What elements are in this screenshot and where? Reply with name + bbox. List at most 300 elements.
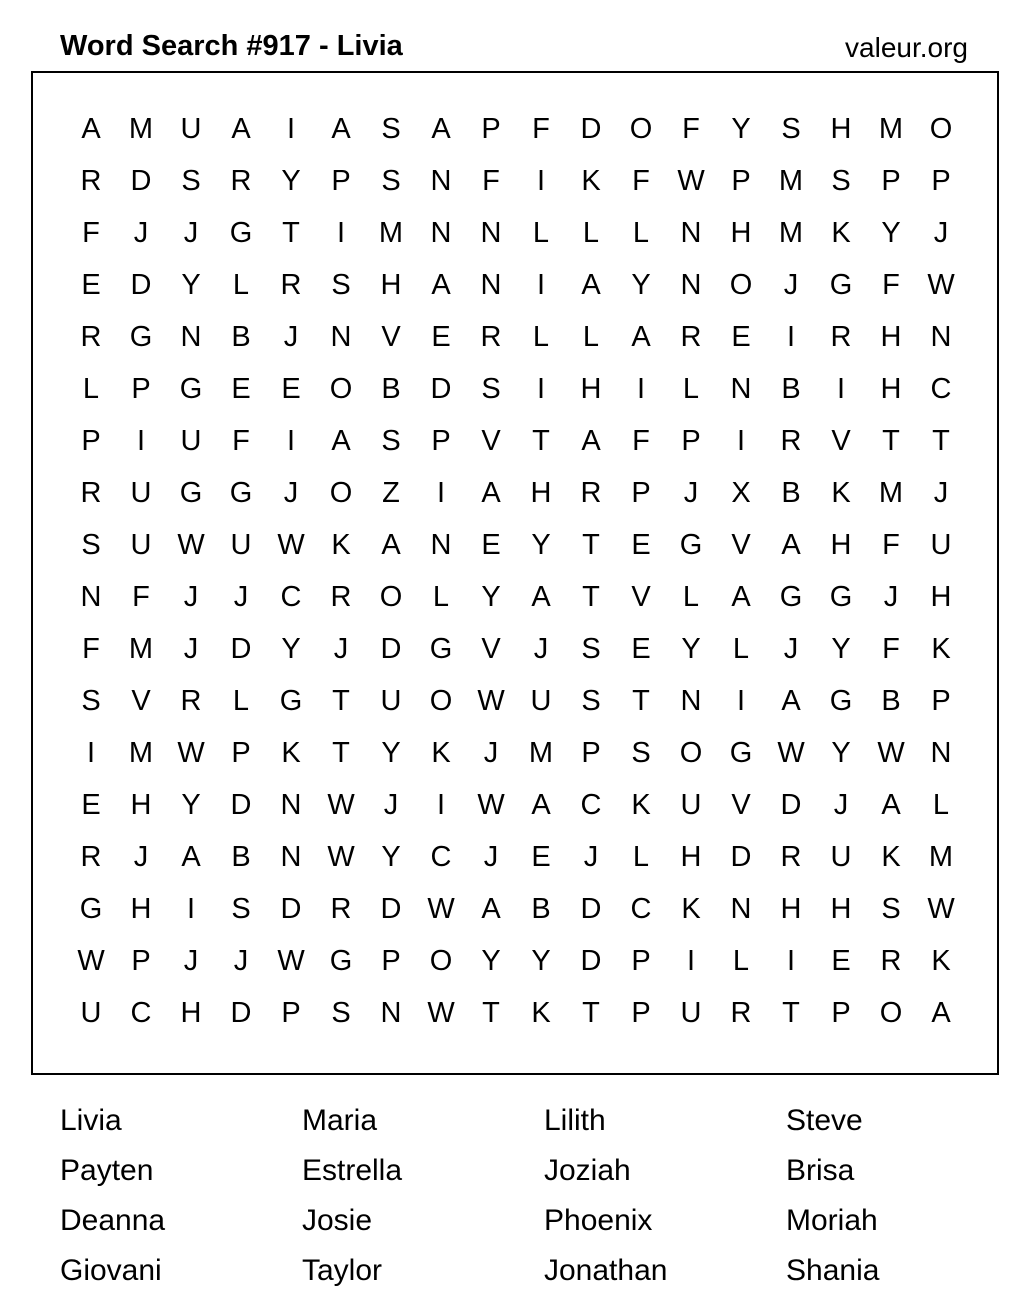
grid-cell: Y: [181, 268, 201, 301]
grid-cell: N: [680, 684, 702, 717]
grid-cell: G: [329, 944, 353, 977]
grid-cell: K: [931, 944, 951, 977]
grid-cell: H: [680, 840, 702, 873]
grid-cell: F: [882, 268, 900, 301]
grid-cell: L: [232, 684, 250, 717]
grid-cell: Y: [531, 944, 551, 977]
grid-cell: G: [429, 632, 453, 665]
grid-cell: R: [580, 476, 602, 509]
grid-cell: H: [130, 788, 152, 821]
grid-cell: S: [781, 112, 801, 145]
grid-cell: J: [183, 632, 199, 665]
grid-cell: F: [882, 632, 900, 665]
grid-cell: N: [480, 216, 502, 249]
grid-cell: H: [880, 372, 902, 405]
grid-cell: K: [881, 840, 901, 873]
grid-cell: G: [829, 684, 853, 717]
grid-cell: H: [830, 892, 852, 925]
grid-cell: Y: [631, 268, 651, 301]
grid-cell: G: [779, 580, 803, 613]
grid-cell: M: [778, 164, 804, 197]
letter-grid: [66, 103, 966, 1039]
grid-cell: L: [682, 580, 700, 613]
grid-cell: L: [532, 320, 550, 353]
word-list-item: Maria: [302, 1104, 378, 1137]
grid-cell: K: [331, 528, 351, 561]
grid-cell: Y: [481, 944, 501, 977]
grid-cell: L: [532, 216, 550, 249]
word-list-item: Giovani: [60, 1254, 162, 1287]
grid-cell: A: [731, 580, 751, 613]
grid-cell: D: [780, 788, 802, 821]
grid-cell: J: [483, 736, 499, 769]
grid-cell: N: [280, 840, 302, 873]
grid-cell: P: [231, 736, 251, 769]
grid-cell: W: [327, 788, 355, 821]
grid-cell: K: [581, 164, 601, 197]
grid-cell: L: [82, 372, 100, 405]
grid-cell: E: [631, 528, 651, 561]
grid-cell: U: [180, 424, 202, 457]
grid-cell: T: [532, 424, 550, 457]
grid-cell: M: [878, 112, 904, 145]
grid-cell: I: [286, 424, 296, 457]
grid-cell: S: [331, 996, 351, 1029]
grid-cell: V: [481, 632, 501, 665]
grid-cell: R: [80, 164, 102, 197]
word-list-item: Payten: [60, 1154, 154, 1187]
grid-cell: N: [680, 268, 702, 301]
grid-cell: J: [883, 580, 899, 613]
grid-cell: A: [381, 528, 401, 561]
grid-cell: M: [778, 216, 804, 249]
grid-cell: W: [427, 892, 455, 925]
grid-cell: A: [81, 112, 101, 145]
grid-cell: A: [481, 892, 501, 925]
grid-cell: M: [128, 632, 154, 665]
grid-cell: S: [831, 164, 851, 197]
grid-cell: S: [381, 424, 401, 457]
grid-cell: N: [480, 268, 502, 301]
grid-cell: O: [429, 684, 453, 717]
grid-cell: F: [132, 580, 150, 613]
grid-cell: J: [233, 944, 249, 977]
grid-cell: P: [931, 684, 951, 717]
grid-cell: T: [582, 580, 600, 613]
grid-cell: R: [80, 476, 102, 509]
grid-cell: R: [780, 840, 802, 873]
grid-cell: A: [431, 268, 451, 301]
grid-cell: D: [230, 788, 252, 821]
grid-cell: E: [81, 268, 101, 301]
grid-cell: W: [177, 736, 205, 769]
grid-cell: I: [786, 320, 796, 353]
grid-cell: Y: [381, 736, 401, 769]
grid-cell: E: [431, 320, 451, 353]
grid-cell: P: [331, 164, 351, 197]
grid-cell: I: [536, 164, 546, 197]
grid-cell: D: [380, 632, 402, 665]
grid-cell: V: [731, 528, 751, 561]
grid-cell: J: [833, 788, 849, 821]
word-list-item: Brisa: [786, 1154, 855, 1187]
grid-cell: W: [927, 268, 955, 301]
word-list: [60, 1096, 1028, 1296]
grid-cell: I: [136, 424, 146, 457]
grid-cell: F: [532, 112, 550, 145]
grid-cell: R: [330, 892, 352, 925]
grid-cell: C: [930, 372, 952, 405]
grid-cell: P: [131, 944, 151, 977]
grid-cell: T: [332, 736, 350, 769]
grid-cell: D: [280, 892, 302, 925]
grid-cell: W: [677, 164, 705, 197]
grid-cell: J: [933, 216, 949, 249]
grid-cell: D: [130, 164, 152, 197]
grid-cell: P: [831, 996, 851, 1029]
grid-cell: H: [830, 528, 852, 561]
word-list-item: Taylor: [302, 1254, 383, 1287]
grid-cell: E: [481, 528, 501, 561]
grid-cell: T: [932, 424, 950, 457]
grid-cell: I: [686, 944, 696, 977]
grid-cell: Y: [881, 216, 901, 249]
grid-cell: Y: [831, 632, 851, 665]
grid-cell: V: [481, 424, 501, 457]
grid-cell: B: [381, 372, 401, 405]
grid-cell: R: [230, 164, 252, 197]
grid-cell: Y: [181, 788, 201, 821]
grid-cell: J: [133, 840, 149, 873]
grid-cell: U: [180, 112, 202, 145]
grid-cell: G: [179, 476, 203, 509]
grid-cell: L: [632, 216, 650, 249]
grid-cell: T: [782, 996, 800, 1029]
grid-cell: A: [931, 996, 951, 1029]
grid-cell: K: [531, 996, 551, 1029]
grid-cell: V: [131, 684, 151, 717]
grid-cell: J: [183, 580, 199, 613]
grid-cell: C: [580, 788, 602, 821]
grid-cell: E: [531, 840, 551, 873]
grid-cell: V: [631, 580, 651, 613]
grid-cell: V: [831, 424, 851, 457]
grid-cell: F: [882, 528, 900, 561]
grid-cell: R: [280, 268, 302, 301]
grid-cell: U: [380, 684, 402, 717]
grid-cell: H: [830, 112, 852, 145]
grid-cell: A: [631, 320, 651, 353]
grid-cell: I: [536, 372, 546, 405]
grid-cell: K: [931, 632, 951, 665]
grid-cell: P: [581, 736, 601, 769]
grid-cell: J: [133, 216, 149, 249]
grid-cell: O: [729, 268, 753, 301]
grid-cell: D: [380, 892, 402, 925]
grid-cell: H: [880, 320, 902, 353]
word-list-item: Shania: [786, 1254, 880, 1287]
grid-cell: R: [330, 580, 352, 613]
grid-cell: D: [430, 372, 452, 405]
grid-cell: E: [731, 320, 751, 353]
grid-cell: W: [477, 788, 505, 821]
grid-cell: T: [482, 996, 500, 1029]
grid-cell: Y: [381, 840, 401, 873]
grid-cell: A: [431, 112, 451, 145]
grid-cell: A: [181, 840, 201, 873]
grid-cell: S: [181, 164, 201, 197]
grid-cell: T: [332, 684, 350, 717]
puzzle-board: [31, 71, 999, 1075]
grid-cell: T: [282, 216, 300, 249]
grid-cell: B: [231, 320, 251, 353]
grid-cell: N: [80, 580, 102, 613]
grid-cell: N: [930, 320, 952, 353]
grid-cell: S: [381, 112, 401, 145]
grid-cell: S: [481, 372, 501, 405]
word-list-item: Steve: [786, 1104, 863, 1137]
grid-cell: H: [730, 216, 752, 249]
grid-cell: H: [930, 580, 952, 613]
grid-cell: Y: [481, 580, 501, 613]
grid-cell: J: [933, 476, 949, 509]
grid-cell: J: [383, 788, 399, 821]
grid-cell: R: [830, 320, 852, 353]
grid-cell: B: [781, 372, 801, 405]
grid-cell: W: [877, 736, 905, 769]
grid-cell: D: [230, 632, 252, 665]
grid-cell: A: [581, 268, 601, 301]
grid-cell: U: [130, 476, 152, 509]
grid-cell: U: [130, 528, 152, 561]
grid-cell: E: [631, 632, 651, 665]
grid-cell: S: [331, 268, 351, 301]
grid-cell: V: [381, 320, 401, 353]
grid-cell: U: [830, 840, 852, 873]
grid-cell: F: [632, 424, 650, 457]
grid-cell: O: [629, 112, 653, 145]
grid-cell: E: [831, 944, 851, 977]
grid-cell: W: [277, 528, 305, 561]
grid-cell: D: [730, 840, 752, 873]
grid-cell: C: [280, 580, 302, 613]
word-list-item: Jonathan: [544, 1254, 668, 1287]
grid-cell: L: [632, 840, 650, 873]
grid-cell: M: [928, 840, 954, 873]
grid-cell: A: [531, 580, 551, 613]
grid-cell: W: [477, 684, 505, 717]
grid-cell: R: [730, 996, 752, 1029]
grid-cell: O: [929, 112, 953, 145]
grid-cell: A: [331, 424, 351, 457]
word-list-item: Estrella: [302, 1154, 403, 1187]
grid-cell: N: [430, 164, 452, 197]
grid-cell: N: [430, 528, 452, 561]
word-list-item: Phoenix: [544, 1204, 653, 1237]
grid-cell: B: [231, 840, 251, 873]
grid-cell: I: [536, 268, 546, 301]
grid-cell: M: [128, 112, 154, 145]
word-list-item: Moriah: [786, 1204, 878, 1237]
grid-cell: T: [632, 684, 650, 717]
grid-cell: H: [780, 892, 802, 925]
page-title: Word Search #917 - Livia: [60, 30, 403, 62]
grid-cell: L: [732, 632, 750, 665]
grid-cell: S: [81, 528, 101, 561]
grid-cell: P: [381, 944, 401, 977]
grid-cell: I: [436, 476, 446, 509]
grid-cell: R: [180, 684, 202, 717]
grid-cell: P: [431, 424, 451, 457]
grid-cell: R: [480, 320, 502, 353]
grid-cell: H: [530, 476, 552, 509]
grid-cell: S: [581, 684, 601, 717]
grid-cell: A: [581, 424, 601, 457]
grid-cell: O: [879, 996, 903, 1029]
grid-cell: R: [880, 944, 902, 977]
grid-cell: I: [736, 424, 746, 457]
grid-cell: K: [281, 736, 301, 769]
grid-cell: A: [781, 528, 801, 561]
grid-cell: I: [286, 112, 296, 145]
grid-cell: P: [81, 424, 101, 457]
grid-cell: J: [183, 216, 199, 249]
grid-cell: J: [283, 476, 299, 509]
grid-cell: A: [881, 788, 901, 821]
grid-cell: F: [632, 164, 650, 197]
grid-cell: H: [380, 268, 402, 301]
grid-cell: S: [881, 892, 901, 925]
grid-cell: I: [836, 372, 846, 405]
word-list-item: Lilith: [544, 1104, 606, 1137]
grid-cell: W: [177, 528, 205, 561]
grid-cell: M: [378, 216, 404, 249]
grid-cell: O: [379, 580, 403, 613]
grid-cell: T: [582, 528, 600, 561]
grid-cell: G: [129, 320, 153, 353]
grid-cell: G: [829, 580, 853, 613]
grid-cell: N: [280, 788, 302, 821]
grid-cell: J: [283, 320, 299, 353]
grid-cell: J: [683, 476, 699, 509]
grid-cell: I: [736, 684, 746, 717]
grid-cell: G: [729, 736, 753, 769]
grid-cell: S: [631, 736, 651, 769]
grid-cell: F: [82, 216, 100, 249]
grid-cell: C: [630, 892, 652, 925]
grid-cell: F: [232, 424, 250, 457]
grid-cell: P: [631, 996, 651, 1029]
grid-cell: A: [231, 112, 251, 145]
grid-cell: E: [281, 372, 301, 405]
grid-cell: W: [927, 892, 955, 925]
grid-cell: L: [732, 944, 750, 977]
grid-cell: Y: [831, 736, 851, 769]
grid-cell: D: [580, 112, 602, 145]
grid-cell: T: [582, 996, 600, 1029]
grid-cell: S: [581, 632, 601, 665]
grid-cell: H: [580, 372, 602, 405]
grid-cell: L: [582, 216, 600, 249]
grid-cell: Y: [681, 632, 701, 665]
grid-cell: A: [481, 476, 501, 509]
grid-cell: W: [427, 996, 455, 1029]
grid-cell: L: [232, 268, 250, 301]
grid-cell: W: [77, 944, 105, 977]
grid-cell: I: [786, 944, 796, 977]
grid-cell: N: [380, 996, 402, 1029]
grid-cell: G: [79, 892, 103, 925]
grid-cell: P: [131, 372, 151, 405]
grid-cell: G: [229, 216, 253, 249]
grid-cell: O: [429, 944, 453, 977]
grid-cell: L: [932, 788, 950, 821]
grid-cell: N: [430, 216, 452, 249]
grid-cell: Y: [281, 632, 301, 665]
grid-cell: C: [130, 996, 152, 1029]
grid-cell: R: [780, 424, 802, 457]
word-list-item: Joziah: [544, 1154, 631, 1187]
grid-cell: H: [180, 996, 202, 1029]
grid-cell: S: [231, 892, 251, 925]
grid-cell: I: [336, 216, 346, 249]
grid-cell: F: [82, 632, 100, 665]
grid-cell: P: [681, 424, 701, 457]
grid-cell: D: [130, 268, 152, 301]
grid-cell: I: [436, 788, 446, 821]
grid-cell: N: [180, 320, 202, 353]
grid-cell: L: [582, 320, 600, 353]
grid-cell: N: [930, 736, 952, 769]
grid-cell: P: [631, 944, 651, 977]
grid-cell: W: [777, 736, 805, 769]
grid-cell: A: [531, 788, 551, 821]
grid-cell: O: [679, 736, 703, 769]
grid-cell: P: [731, 164, 751, 197]
grid-cell: O: [329, 372, 353, 405]
grid-cell: U: [230, 528, 252, 561]
grid-cell: R: [80, 320, 102, 353]
grid-cell: S: [81, 684, 101, 717]
grid-cell: J: [483, 840, 499, 873]
grid-cell: E: [231, 372, 251, 405]
grid-cell: K: [831, 476, 851, 509]
grid-cell: N: [680, 216, 702, 249]
word-list-item: Deanna: [60, 1204, 166, 1237]
grid-cell: J: [783, 268, 799, 301]
grid-cell: H: [130, 892, 152, 925]
grid-cell: N: [730, 892, 752, 925]
word-list-item: Livia: [60, 1104, 122, 1137]
grid-cell: R: [680, 320, 702, 353]
grid-cell: Y: [531, 528, 551, 561]
grid-cell: W: [277, 944, 305, 977]
grid-cell: U: [530, 684, 552, 717]
grid-cell: L: [682, 372, 700, 405]
grid-cell: G: [829, 268, 853, 301]
grid-cell: P: [481, 112, 501, 145]
grid-cell: U: [930, 528, 952, 561]
grid-cell: Y: [731, 112, 751, 145]
grid-cell: F: [682, 112, 700, 145]
grid-cell: P: [631, 476, 651, 509]
grid-cell: J: [183, 944, 199, 977]
grid-cell: K: [681, 892, 701, 925]
grid-cell: K: [631, 788, 651, 821]
grid-cell: U: [80, 996, 102, 1029]
grid-cell: J: [233, 580, 249, 613]
grid-cell: B: [781, 476, 801, 509]
